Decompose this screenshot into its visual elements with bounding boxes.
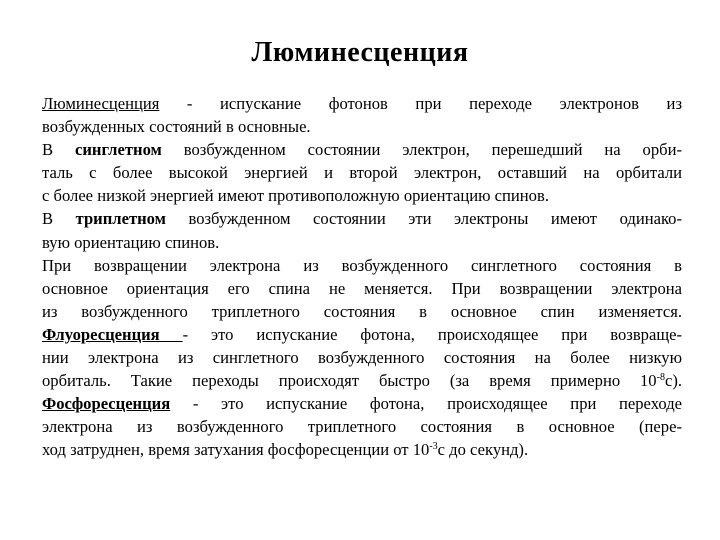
body-line xyxy=(42,369,682,392)
body-line xyxy=(42,438,682,461)
slide-body xyxy=(42,92,682,462)
body-line xyxy=(42,323,682,346)
text-segment: возбужденном состоянии электрон, перешедший на орби- xyxy=(161,140,683,160)
body-line: таль с более высокой энергией и второй электрон, оставший на орбитали xyxy=(42,163,682,183)
body-line: возбужденных состояний в основные. xyxy=(42,117,311,137)
term-fluorescence: Флуоресценция xyxy=(42,324,183,344)
text-segment: - это испускание фотона, происходящее при возвраще- xyxy=(182,324,683,344)
text-segment: - это испускание фотона, происходящее при переходе xyxy=(170,394,682,414)
exponent: -8 xyxy=(656,372,665,384)
body-line: с более низкой энергией имеют противоположную ориентацию спинов. xyxy=(42,186,549,206)
body-line: из возбужденного триплетного состояния в основное спин изменяется. xyxy=(42,301,682,321)
exponent: -3 xyxy=(429,441,438,453)
body-line: При возвращении электрона из возбужденного синглетного состояния в xyxy=(42,255,682,275)
text-segment: возбужденном состоянии эти электроны имеют одинако- xyxy=(165,209,683,229)
term-singlet: синглетном xyxy=(75,140,162,160)
body-line: электрона из возбужденного триплетного состояния в основное (пере- xyxy=(42,417,682,437)
text-segment: - испускание фотонов при переходе электронов из xyxy=(159,94,682,113)
body-line: основное ориентация его спина не меняется. При возвращении электрона xyxy=(42,278,682,298)
text-segment: орбиталь. Такие переходы происходят быстро (за время примерно 10 xyxy=(42,371,657,391)
term-triplet: триплетном xyxy=(75,209,166,229)
text-segment: с). xyxy=(664,371,682,391)
text-segment: В xyxy=(42,140,75,160)
text-segment: с до секунд). xyxy=(437,440,529,460)
text-segment: ход затруднен, время затухания фосфоресценции от 10 xyxy=(42,440,430,460)
body-line xyxy=(42,92,682,115)
body-line xyxy=(42,392,682,415)
term-luminescence: Люминесценция xyxy=(42,94,160,113)
body-line: вую ориентацию спинов. xyxy=(42,232,220,252)
body-line: нии электрона из синглетного возбужденного состояния на более низкую xyxy=(42,348,682,368)
term-phosphorescence: Фосфоресценция xyxy=(42,394,171,414)
text-segment: В xyxy=(42,209,76,229)
body-line xyxy=(42,207,682,230)
body-line xyxy=(42,138,682,161)
slide-title: Люминесценция xyxy=(251,37,469,68)
